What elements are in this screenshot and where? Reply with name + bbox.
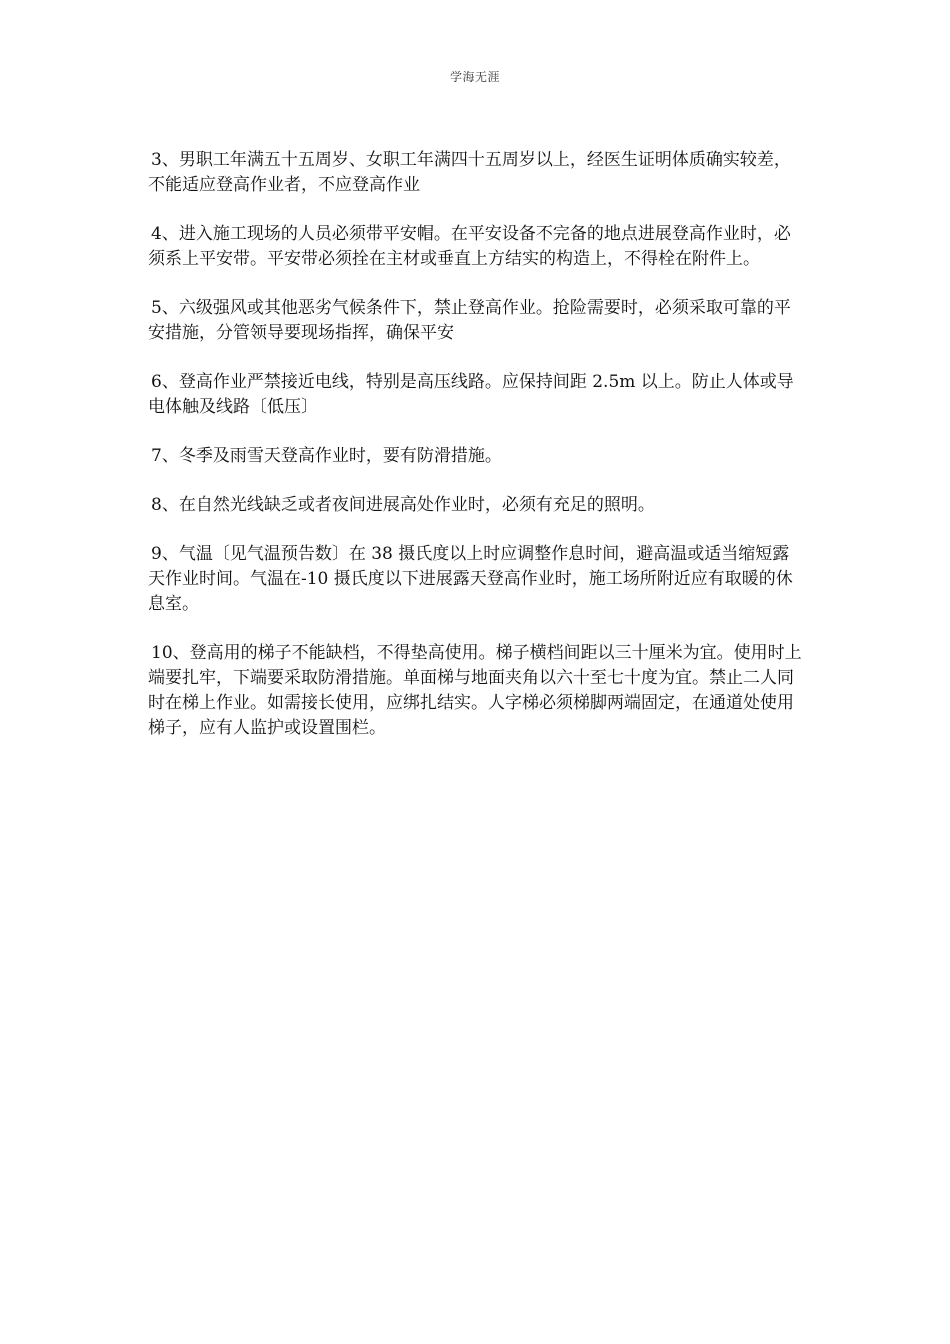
- page-header: 学海无涯: [449, 70, 500, 84]
- paragraph-item-5: 5、六级强风或其他恶劣气候条件下，禁止登高作业。抢险需要时，必须采取可靠的平安措施，分管领导要现场指挥，确保平安: [148, 298, 791, 343]
- paragraph-item-7: 7、冬季及雨雪天登高作业时，要有防滑措施。: [151, 446, 502, 466]
- document-body: [148, 148, 806, 765]
- paragraph-item-6: 6、登高作业严禁接近电线，特别是高压线路。应保持间距 2.5m 以上。防止人体或导电体触及线路〔低压〕: [148, 372, 794, 417]
- paragraph-item-10: 10、登高用的梯子不能缺档，不得垫高使用。梯子横档间距以三十厘米为宜。使用时上端要扎牢，下端要采取防滑措施。单面梯与地面夹角以六十至七十度为宜。禁止二人同时在梯上作业。如需接长使用，应绑扎结实。人字梯必须梯脚两端固定，在通道处使用梯子，应有人监护或设置围栏。: [148, 643, 802, 738]
- paragraph-item-8: 8、在自然光线缺乏或者夜间进展高处作业时，必须有充足的照明。: [151, 495, 655, 515]
- paragraph-item-4: 4、进入施工现场的人员必须带平安帽。在平安设备不完备的地点进展登高作业时，必须系上平安带。平安带必须拴在主材或垂直上方结实的构造上，不得栓在附件上。: [148, 224, 791, 269]
- paragraph-item-3: 3、男职工年满五十五周岁、女职工年满四十五周岁以上，经医生证明体质确实较差，不能适应登高作业者，不应登高作业: [148, 150, 791, 195]
- paragraph-item-9: 9、气温〔见气温预告数〕在 38 摄氏度以上时应调整作息时间，避高温或适当缩短露天作业时间。气温在-10 摄氏度以下进展露天登高作业时，施工场所附近应有取暖的休息室。: [148, 544, 793, 614]
